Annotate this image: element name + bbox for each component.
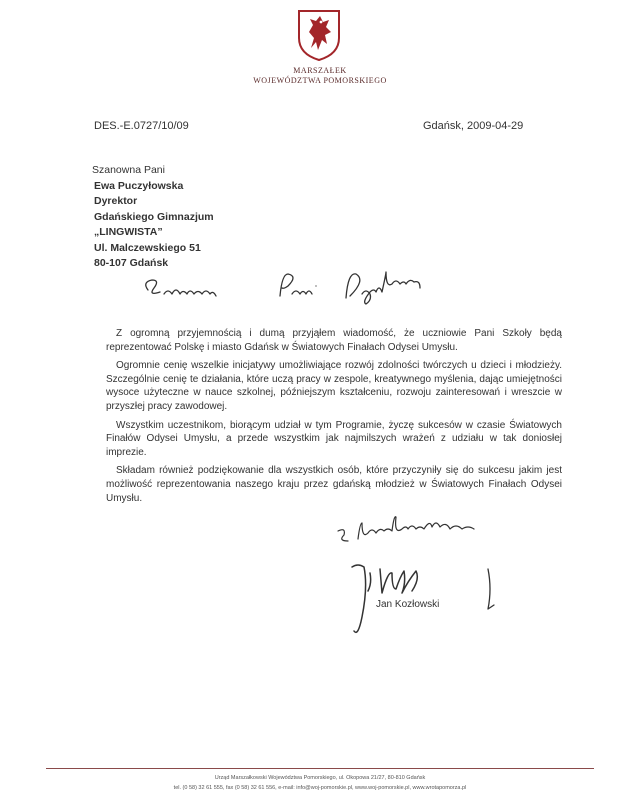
footer-contacts: tel. (0 58) 32 61 555, fax (0 58) 32 61 556, e-mail: info@woj-pomorskie.pl, www.woj-pomorskie.pl, www.wrotapomorza.pl [173, 785, 467, 791]
org-name-line2: WOJEWÓDZTWA POMORSKIEGO [253, 76, 387, 85]
letter-body [106, 327, 562, 510]
handwritten-salutation [140, 260, 500, 308]
footer-divider [46, 768, 594, 769]
body-paragraph: Wszystkim uczestnikom, biorącym udział w tym Programie, życzę sukcesów w czasie Światowych Finałów Odysei Umysłu, a przede wszystkim jak najmilszych wrażeń z udziału w tak doniosłej imprezie. [106, 419, 562, 458]
addressee-line: Szanowna Pani [92, 164, 165, 176]
signer-name: Jan Kozłowski [376, 599, 440, 610]
addressee-block [92, 163, 214, 272]
griffin-coat-of-arms-icon [296, 8, 342, 62]
footer-address: Urząd Marszałkowski Województwa Pomorskiego, ul. Okopowa 21/27, 80-810 Gdańsk [214, 775, 426, 781]
body-paragraph: Składam również podziękowanie dla wszystkich osób, które przyczyniły się do sukcesu jakim jest możliwość reprezentowania naszego kraju przez gdańską młodzież w Światowych Finałach Odysei Umysłu. [106, 465, 562, 504]
org-name-line1: MARSZAŁEK [293, 66, 347, 75]
reference-number: DES.-E.0727/10/09 [94, 120, 189, 132]
letter-date: Gdańsk, 2009-04-29 [423, 120, 524, 132]
addressee-line: 80-107 Gdańsk [94, 257, 169, 269]
body-paragraph: Z ogromną przyjemnością i dumą przyjąłem wiadomość, że uczniowie Pani Szkoły będą reprezentować Polskę i miasto Gdańsk w Światowych Finałach Odysei Umysłu. [106, 328, 562, 353]
addressee-line: Ewa Puczyłowska [94, 179, 184, 192]
handwritten-closing [330, 515, 530, 555]
handwritten-mark [480, 565, 510, 615]
addressee-line: Gdańskiego Gimnazjum [94, 210, 214, 223]
addressee-line: Dyrektor [94, 195, 138, 207]
body-paragraph: Ogromnie cenię wszelkie inicjatywy umożliwiające rozwój zdolności twórczych u dzieci i młodzieży. Szczególnie cenię te działania, które uczą pracy w zespole, kreatywnego myślenia, dając umiejętności wysoce użyteczne w nauce szkolnej, późniejszym kształceniu, rozwoju zainteresowań i wreszcie w przyszłej pracy zawodowej. [106, 360, 562, 412]
addressee-line: „LINGWISTA” [94, 226, 163, 238]
addressee-line: Ul. Malczewskiego 51 [94, 241, 201, 254]
